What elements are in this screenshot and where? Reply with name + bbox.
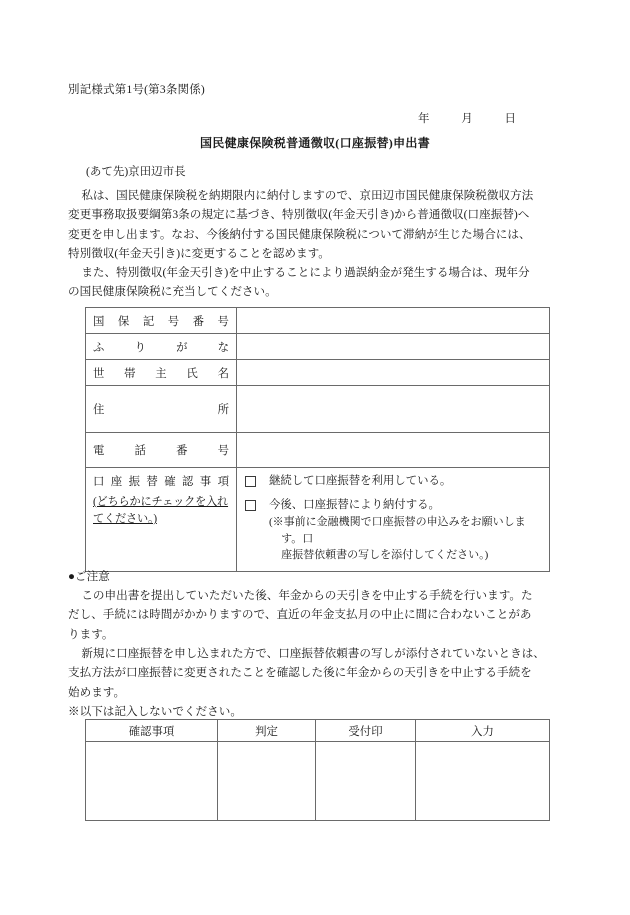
office-header-input: 入力 [416, 720, 550, 742]
overpayment-line-2: の国民健康保険税に充当してください。 [68, 285, 277, 299]
label-address [86, 386, 237, 433]
office-use-table [85, 719, 550, 821]
field-phone-number[interactable] [237, 433, 550, 468]
caution-block-1-line-1: この申出書を提出していただいた後、年金からの天引きを中止する手続を行います。た [81, 589, 533, 602]
applicant-form-table [85, 307, 550, 572]
transfer-confirmation-options [237, 468, 550, 572]
table-row-householder-name [86, 360, 550, 386]
label-phone-number-text: 電 話 番 号 [93, 445, 229, 457]
table-row-phone-number [86, 433, 550, 468]
office-cell-input[interactable] [416, 742, 550, 821]
label-householder-name [86, 360, 237, 386]
transfer-confirmation-note: (どちらかにチェックを入れてください。) [93, 496, 229, 525]
label-transfer-confirmation [86, 468, 237, 572]
declaration-line-4: 特別徴収(年金天引き)に変更することを認めます。 [68, 247, 330, 261]
caution-block-2-line-3: 始めます。 [68, 685, 126, 699]
label-furigana [86, 334, 237, 360]
checkbox-icon[interactable] [245, 500, 256, 511]
office-cell-receipt-stamp[interactable] [316, 742, 416, 821]
caution-block-1-line-3: ります。 [68, 627, 114, 641]
date-year-label: 年 [418, 113, 430, 125]
checkbox-option-continuing-label: 継続して口座振替を利用している。 [269, 475, 452, 487]
declaration-line-1: 私は、国民健康保険税を納期限内に納付しますので、京田辺市国民健康保険税徴収方法 [81, 189, 534, 202]
checkbox-option-future-main: 今後、口座振替により納付する。 [269, 498, 440, 511]
label-address-text: 住 所 [93, 404, 229, 416]
caution-block-1 [68, 586, 562, 644]
form-code-label: 別記様式第1号(第3条関係) [68, 84, 205, 96]
table-row-address [86, 386, 550, 433]
addressee-label: (あて先)京田辺市長 [86, 166, 186, 178]
label-insurance-number [86, 308, 237, 334]
date-day-label: 日 [504, 113, 516, 125]
office-header-receipt-stamp: 受付印 [316, 720, 416, 742]
date-entry-line [418, 110, 516, 126]
office-header-judgement: 判定 [218, 720, 316, 742]
checkbox-option-future-note-line-1: (※事前に金融機関で口座振替の申込みをお願いします。口 [269, 516, 526, 545]
caution-block-1-line-2: だし、手続には時間がかかりますので、直近の年金支払月の中止に間に合わないことがあ [68, 608, 532, 622]
checkbox-icon[interactable] [245, 476, 256, 487]
office-cell-judgement[interactable] [218, 742, 316, 821]
overpayment-paragraph [68, 263, 562, 302]
table-row-insurance-number [86, 308, 550, 334]
checkbox-option-continuing[interactable] [243, 473, 543, 490]
label-phone-number [86, 433, 237, 468]
label-householder-name-text: 世 帯 主 氏 名 [93, 367, 229, 380]
label-furigana-text: ふ り が な [93, 341, 229, 354]
checkbox-option-future-note-line-2: 座振替依頼書の写しを添付してください。) [281, 549, 489, 561]
table-row-transfer-confirmation [86, 468, 550, 572]
office-table-header-row [86, 720, 550, 742]
office-use-note: ※以下は記入しないでください。 [68, 705, 242, 718]
office-table-body-row [86, 742, 550, 821]
declaration-paragraph [68, 186, 562, 264]
field-householder-name[interactable] [237, 360, 550, 386]
caution-block-2-line-2: 支払方法が口座振替に変更されたことを確認した後に年金からの天引きを中止する手続を [68, 666, 532, 680]
caution-block-2 [68, 644, 562, 702]
field-address[interactable] [237, 386, 550, 433]
caution-block-2-line-1: 新規に口座振替を申し込まれた方で、口座振替依頼書の写しが添付されていないときは、 [81, 647, 545, 660]
label-insurance-number-text: 国 保 記 号 番 号 [93, 315, 229, 328]
checkbox-option-future-label [269, 497, 543, 564]
checkbox-option-future-note [269, 514, 543, 564]
field-insurance-number[interactable] [237, 308, 550, 334]
checkbox-option-future[interactable] [243, 497, 543, 564]
declaration-line-2: 変更事務取扱要綱第3条の規定に基づき、特別徴収(年金天引き)から普通徴収(口座振替)へ [68, 208, 530, 222]
caution-heading: ●ご注意 [68, 570, 110, 583]
overpayment-line-1: また、特別徴収(年金天引き)を中止することにより過誤納金が発生する場合は、現年分 [81, 266, 530, 279]
date-month-label: 月 [461, 113, 473, 125]
label-transfer-confirmation-text: 口 座 振 替 確 認 事 項 [93, 476, 229, 488]
table-row-furigana [86, 334, 550, 360]
page-title: 国民健康保険税普通徴収(口座振替)申出書 [200, 136, 430, 150]
office-header-confirmation: 確認事項 [86, 720, 218, 742]
declaration-line-3: 変更を申し出ます。なお、今後納付する国民健康保険税について滞納が生じた場合には、 [68, 227, 531, 241]
office-cell-confirmation[interactable] [86, 742, 218, 821]
field-furigana[interactable] [237, 334, 550, 360]
